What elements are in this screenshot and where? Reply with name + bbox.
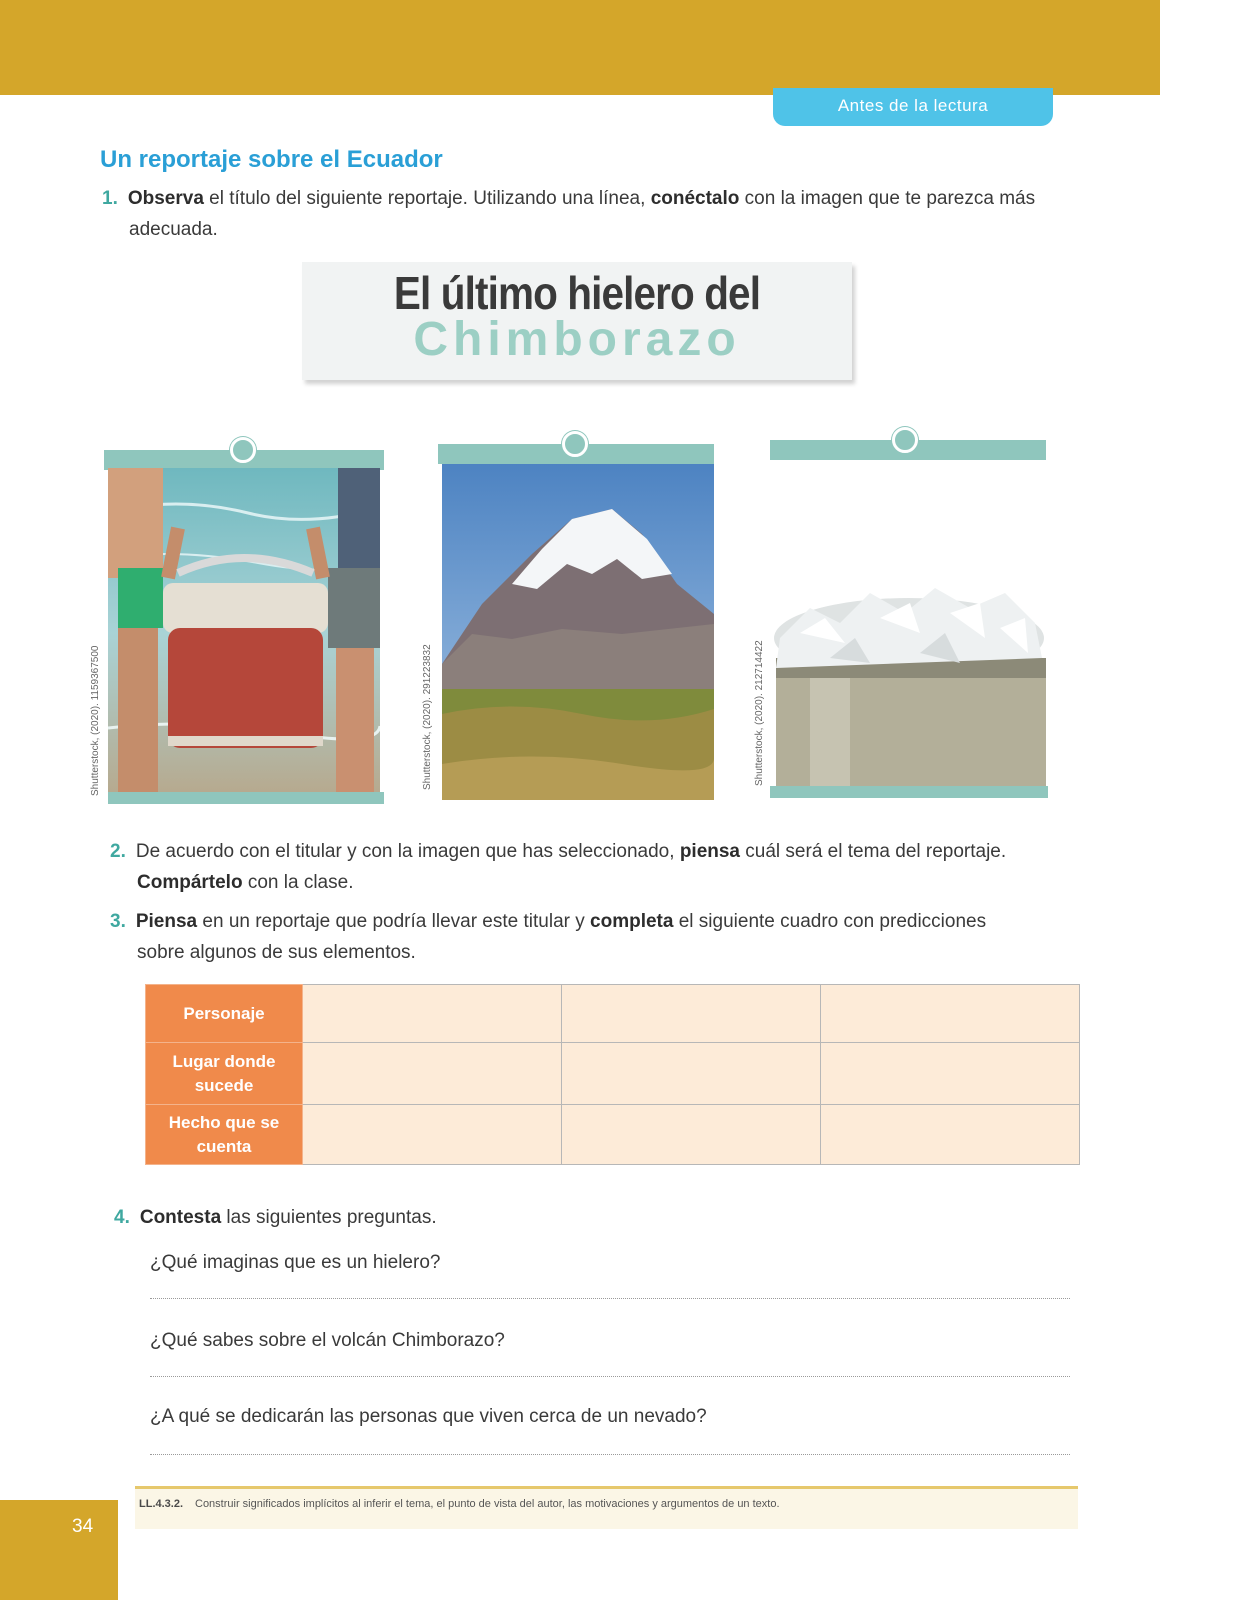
question-text: con la imagen que te parezca más (739, 188, 1036, 209)
question-text-line-2 (110, 867, 1070, 898)
answer-cell[interactable] (562, 1105, 821, 1165)
sub-question-2: ¿Qué sabes sobre el volcán Chimborazo? (150, 1330, 505, 1351)
row-header: Personaje (146, 985, 303, 1043)
answer-line[interactable] (150, 1298, 1070, 1299)
section-tab: Antes de la lectura (773, 88, 1053, 126)
image-card-ice[interactable] (754, 440, 1050, 800)
ice-bucket-photo (770, 578, 1048, 788)
row-header: Lugar donde sucede (146, 1043, 303, 1105)
keyword: Contesta (139, 1207, 222, 1228)
question-text: el siguiente cuadro con predicciones (673, 911, 987, 932)
question-text: cuál será el tema del reportaje. (740, 841, 1007, 862)
skill-description: Construir significados implícitos al inferir el tema, el punto de vista del autor, las motivaciones y argumentos de un texto. (195, 1498, 780, 1510)
keyword: Observa (127, 188, 204, 209)
photo-credit: Shutterstock, (2020). 1159367500 (90, 645, 101, 796)
answer-line[interactable] (150, 1454, 1070, 1455)
question-text: el título del siguiente reportaje. Utilizando una línea, (203, 188, 651, 209)
keyword: completa (590, 911, 674, 932)
answer-cell[interactable] (562, 1043, 821, 1105)
question-4 (114, 1202, 1074, 1233)
question-text: con la clase. (242, 872, 354, 893)
question-text: sobre algunos de sus elementos. (137, 942, 416, 963)
keyword: piensa (679, 841, 741, 862)
image-card-mountain[interactable] (422, 444, 714, 804)
answer-cell[interactable] (562, 985, 821, 1043)
footer-skill-band (135, 1486, 1078, 1529)
keyword: conéctalo (650, 188, 740, 209)
keyword: Compártelo (137, 872, 243, 893)
question-text: en un reportaje que podría llevar este titular y (197, 911, 591, 932)
answer-cell[interactable] (303, 1105, 562, 1165)
connector-dot[interactable] (562, 431, 588, 457)
page-number-block (0, 1500, 118, 1600)
question-number: 2. (110, 841, 126, 862)
sub-question-1: ¿Qué imaginas que es un hielero? (150, 1252, 441, 1273)
headline-line-1: El último hielero del (393, 267, 761, 319)
keyword: Piensa (135, 911, 198, 932)
cooler-photo (108, 468, 380, 799)
table-row (146, 985, 1080, 1043)
card-footer-bar (770, 786, 1048, 798)
connector-dot[interactable] (892, 427, 918, 453)
question-2 (110, 836, 1070, 898)
question-number: 3. (110, 911, 126, 932)
sub-question-3: ¿A qué se dedicarán las personas que viven cerca de un nevado? (150, 1406, 707, 1427)
question-text: De acuerdo con el titular y con la imagen que has seleccionado, (135, 841, 680, 862)
question-1 (102, 183, 1062, 245)
answer-cell[interactable] (303, 985, 562, 1043)
photo-credit: Shutterstock, (2020). 291223832 (422, 644, 433, 790)
top-color-band (0, 0, 1160, 95)
connector-dot[interactable] (230, 437, 256, 463)
row-header: Hecho que se cuenta (146, 1105, 303, 1165)
answer-cell[interactable] (821, 985, 1080, 1043)
answer-line[interactable] (150, 1376, 1070, 1377)
page-number: 34 (72, 1516, 94, 1537)
predictions-table (145, 984, 1080, 1165)
table-row (146, 1105, 1080, 1165)
photo-credit: Shutterstock, (2020). 212714422 (754, 640, 765, 786)
image-card-cooler[interactable] (90, 450, 384, 810)
question-text: adecuada. (129, 219, 218, 240)
section-title: Un reportaje sobre el Ecuador (100, 146, 443, 173)
question-number: 4. (114, 1207, 130, 1228)
answer-cell[interactable] (303, 1043, 562, 1105)
mountain-photo (442, 464, 714, 800)
headline-line-2: Chimborazo (413, 313, 741, 366)
skill-code: LL.4.3.2. (139, 1498, 184, 1510)
headline-box (302, 262, 852, 380)
table-row (146, 1043, 1080, 1105)
card-footer-bar (108, 792, 384, 804)
answer-cell[interactable] (821, 1105, 1080, 1165)
answer-cell[interactable] (821, 1043, 1080, 1105)
question-text: las siguientes preguntas. (221, 1207, 437, 1228)
question-number: 1. (102, 188, 118, 209)
question-3 (110, 906, 1070, 968)
